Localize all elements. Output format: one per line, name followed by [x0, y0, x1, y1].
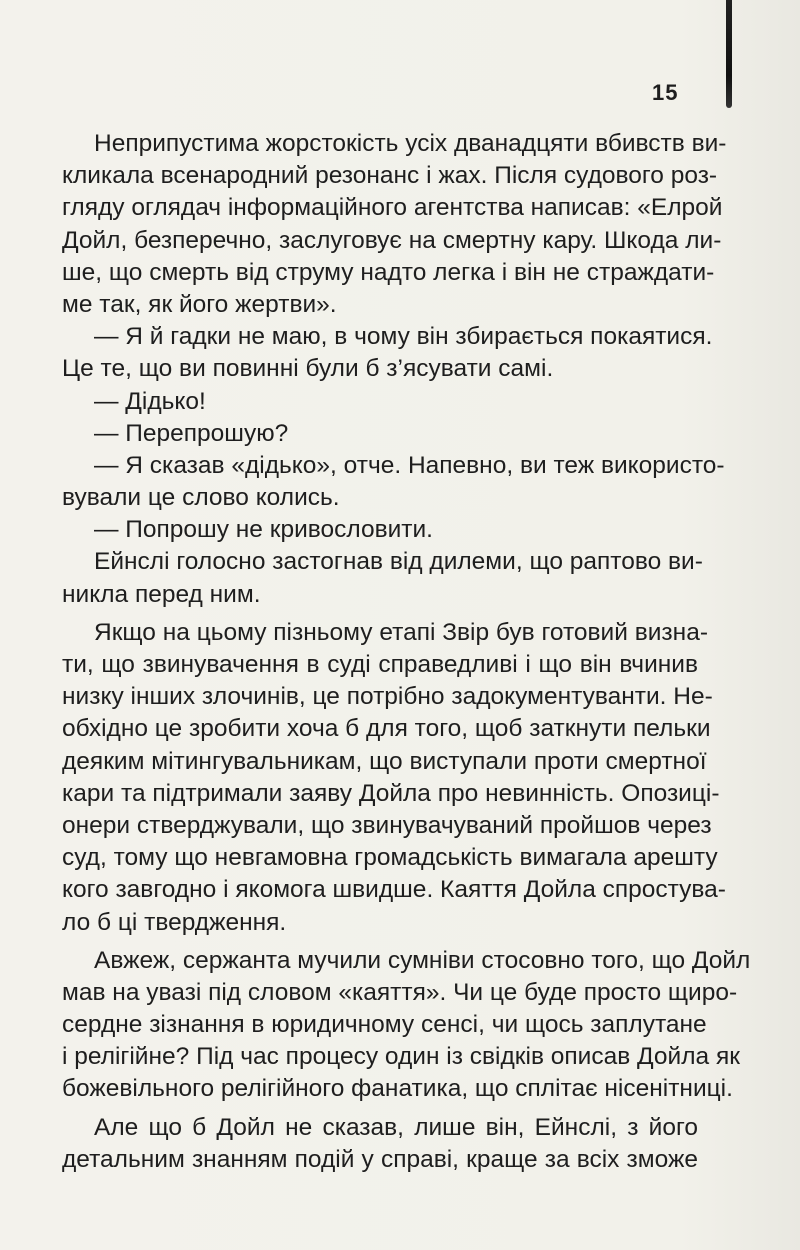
text-line: деяким мітингувальникам, що виступали проти смертної [62, 747, 707, 775]
body-text [62, 128, 751, 1176]
text-line: кликала всенародний резонанс і жах. Після судового роз- [62, 162, 718, 190]
text-line: — Я сказав «дідько», отче. Напевно, ви теж використо- [94, 451, 725, 479]
text-line: низку інших злочинів, це потрібно задокументуванти. Не- [62, 683, 713, 711]
text-line: гляду оглядач інформаційного агентства написав: «Елрой [62, 194, 723, 222]
text-line: вували це слово колись. [62, 484, 340, 512]
text-line: сердне зізнання в юридичному сенсі, чи щось заплутане [62, 1011, 707, 1039]
text-line: онери стверджували, що звинувачуваний пройшов через [62, 811, 712, 839]
text-line: обхідно це зробити хоча б для того, щоб заткнути пельки [62, 715, 711, 743]
text-line: і релігійне? Під час процесу один із свідків описав Дойла як [62, 1043, 740, 1071]
text-line: Авжеж, сержанта мучили сумніви стосовно того, що Дойл [94, 946, 751, 974]
text-line: мав на увазі під словом «каяття». Чи це буде просто щиро- [62, 978, 738, 1006]
text-line: детальним знанням подій у справі, краще за всіх зможе [62, 1145, 698, 1173]
text-line: — Я й гадки не маю, в чому він збирається покаятися. [94, 323, 713, 351]
text-line: кари та підтримали заяву Дойла про невинність. Опозиці- [62, 779, 720, 807]
text-line: Якщо на цьому пізньому етапі Звір був готовий визна- [94, 618, 708, 646]
text-line: Ейнслі голосно застогнав від дилеми, що раптово ви- [94, 548, 703, 576]
text-line: ше, що смерть від струму надто легка і він не страждати- [62, 258, 715, 286]
text-line: божевільного релігійного фанатика, що сплітає нісенітниці. [62, 1075, 733, 1103]
text-line: Але що б Дойл не сказав, лише він, Ейнслі, з його [94, 1113, 698, 1141]
page-edge-mark [726, 0, 732, 108]
page-number: 15 [652, 80, 679, 105]
text-line: — Дідько! [94, 387, 206, 415]
text-line: — Перепрошую? [94, 419, 289, 447]
text-line: ти, що звинувачення в суді справедливі і що він вчинив [62, 651, 698, 678]
text-line: никла перед ним. [62, 580, 261, 608]
text-line: — Попрошу не кривословити. [94, 516, 433, 544]
text-line: Неприпустима жорстокість усіх дванадцяти вбивств ви- [94, 130, 727, 157]
text-line: ме так, як його жертви». [62, 290, 337, 318]
text-line: Дойл, безперечно, заслуговує на смертну кару. Шкода ли- [62, 226, 722, 254]
text-line: кого завгодно і якомога швидше. Каяття Дойла спростува- [62, 876, 726, 904]
text-line: Це те, що ви повинні були б з’ясувати самі. [62, 355, 554, 383]
text-line: суд, тому що невгамовна громадськість вимагала арешту [62, 844, 718, 872]
text-line: ло б ці твердження. [62, 908, 287, 936]
